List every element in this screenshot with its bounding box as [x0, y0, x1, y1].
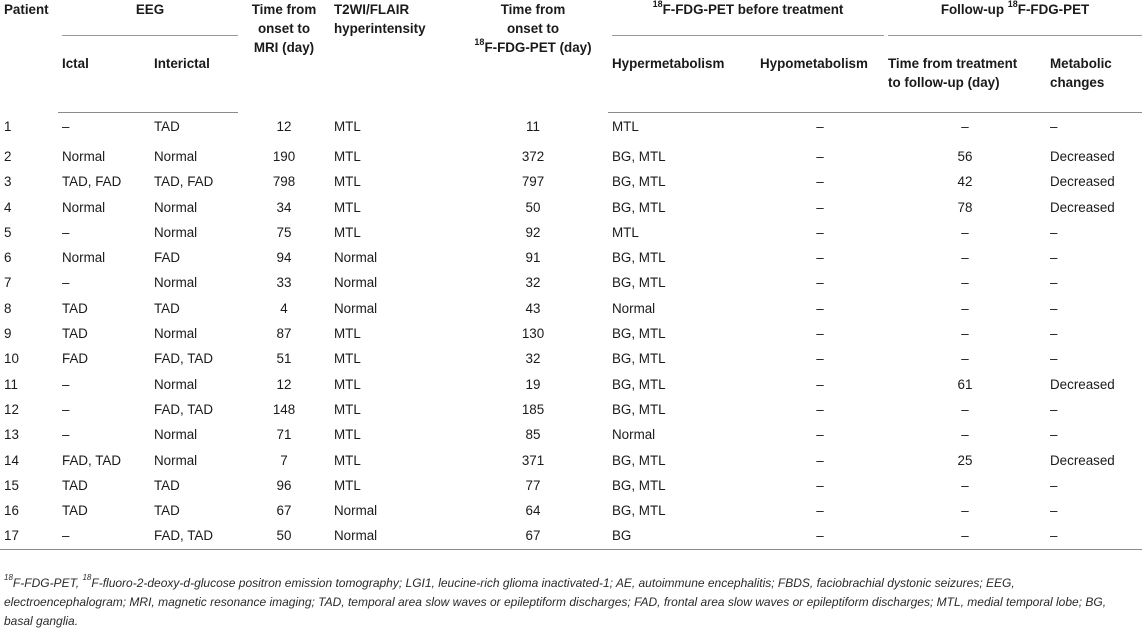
- table-cell: FAD: [62, 351, 89, 367]
- table-cell: –: [816, 427, 824, 443]
- table-cell: –: [58, 523, 150, 549]
- table-cell: Normal: [334, 275, 378, 291]
- header-followup: Follow-up $^{18}$F-FDG-PET: [940, 0, 1090, 17]
- table-row: [0, 397, 1142, 422]
- table-cell: 3: [4, 174, 12, 190]
- table-cell: 87: [276, 326, 292, 342]
- table-cell: –: [1050, 250, 1058, 266]
- table-cell: –: [62, 224, 70, 240]
- table-cell: BG, MTL: [612, 452, 666, 468]
- table-cell: 4: [4, 199, 12, 215]
- table-cell: Decreased: [1050, 149, 1115, 164]
- table-cell: TAD: [154, 477, 180, 493]
- table-cell: –: [816, 401, 824, 417]
- table-cell: –: [1050, 275, 1058, 291]
- table-cell: FAD, TAD: [154, 401, 214, 417]
- table-cell: –: [961, 477, 969, 493]
- table-cell: FAD: [154, 250, 181, 266]
- header-followup-group: [884, 0, 1142, 54]
- table-cell: BG: [608, 523, 756, 549]
- table-row: [0, 372, 1142, 397]
- table-cell: TAD: [154, 503, 180, 519]
- table-cell: 25: [957, 452, 973, 468]
- table-cell: MTL: [334, 351, 361, 367]
- table-cell: 11: [526, 118, 540, 134]
- header-hypermetabolism: Hypermetabolism: [608, 54, 756, 113]
- table-cell: BG, MTL: [612, 199, 666, 215]
- table-cell: 7: [4, 275, 12, 291]
- table-cell: –: [1050, 477, 1058, 493]
- table-cell: 78: [957, 199, 973, 215]
- table-cell: –: [961, 351, 969, 367]
- table-cell: MTL: [334, 118, 361, 134]
- table-cell: 56: [957, 149, 973, 164]
- table-cell: Normal: [154, 275, 198, 291]
- table-cell: MTL: [334, 376, 361, 392]
- table-cell: 1: [4, 118, 12, 134]
- table-cell: Normal: [154, 452, 198, 468]
- header-ictal: Ictal: [58, 54, 150, 113]
- table-cell: –: [816, 300, 824, 316]
- table-cell: 130: [521, 326, 545, 342]
- table-cell: MTL: [334, 149, 361, 164]
- table-cell: BG, MTL: [612, 326, 666, 342]
- table-row: [0, 144, 1142, 169]
- table-cell: 64: [525, 503, 541, 519]
- table-footnote: $^{18}$F-FDG-PET, $^{18}$F-fluoro-2-deoxy-d-glucose positron emission tomography; LGI1, leucine-rich glioma inactivated-1; AE, autoimmune encephalitis; FBDS, faciobrachial dystonic seizures; EEG, electroencephalogram; MRI, magnetic resonance imaging; TAD, temporal area slow waves or epileptiform discharges; FAD, frontal area slow waves or epileptiform discharges; MTL, medial temporal lobe; BG, basal ganglia.: [4, 573, 1107, 628]
- table-cell: Normal: [334, 250, 378, 266]
- table-cell: 12: [4, 401, 19, 417]
- table-cell: MTL: [334, 401, 361, 417]
- table-cell: 12: [276, 118, 292, 134]
- table-cell: –: [961, 250, 969, 266]
- table-cell: 13: [4, 427, 19, 443]
- table-row: [0, 498, 1142, 523]
- table-cell: Normal: [334, 300, 378, 316]
- table-cell: 51: [276, 351, 292, 367]
- table-cell: BG, MTL: [612, 149, 666, 164]
- table-row: [0, 270, 1142, 295]
- table-cell: 61: [957, 376, 973, 392]
- table-cell: Normal: [334, 503, 378, 519]
- table-cell: 7: [280, 452, 288, 468]
- table-cell: –: [884, 523, 1046, 549]
- table-cell: 67: [276, 503, 292, 519]
- table-row: [0, 448, 1142, 473]
- table-cell: –: [816, 503, 824, 519]
- table-cell: Decreased: [1050, 376, 1115, 392]
- table-cell: –: [816, 119, 824, 134]
- table-cell: –: [816, 199, 824, 215]
- table-cell: Normal: [612, 300, 656, 316]
- table-body: [0, 113, 1142, 550]
- table-cell: –: [961, 224, 969, 240]
- table-cell: MTL: [334, 199, 361, 215]
- table-cell: BG, MTL: [612, 503, 666, 519]
- table-cell: Normal: [330, 523, 458, 549]
- header-interictal: Interictal: [150, 54, 238, 113]
- table-cell: –: [961, 503, 969, 519]
- table-cell: –: [816, 224, 824, 240]
- table-cell: 17: [0, 523, 58, 549]
- table-cell: 5: [4, 224, 12, 240]
- table-cell: –: [961, 427, 969, 443]
- table-cell: MTL: [612, 119, 639, 134]
- table-cell: –: [62, 401, 70, 417]
- header-pet-before: $^{18}$F-FDG-PET before treatment: [652, 0, 844, 17]
- table-cell: Decreased: [1050, 452, 1115, 468]
- table-cell: –: [961, 300, 969, 316]
- table-cell: 43: [525, 300, 541, 316]
- table-cell: 4: [280, 300, 288, 316]
- table-header: [0, 0, 1142, 113]
- table-cell: –: [816, 452, 824, 468]
- table-cell: –: [816, 351, 824, 367]
- table-cell: BG, MTL: [612, 351, 666, 367]
- table-cell: –: [62, 275, 70, 291]
- table-cell: 148: [272, 401, 296, 417]
- table-cell: –: [62, 119, 70, 134]
- table-row: [0, 296, 1142, 321]
- table-row: [0, 113, 1142, 145]
- table-cell: TAD: [154, 300, 180, 316]
- table-cell: 71: [276, 427, 292, 443]
- table-cell: MTL: [334, 326, 361, 342]
- header-time-pet: Time from onset to $^{18}$F-FDG-PET (day): [474, 2, 592, 55]
- table-cell: BG, MTL: [612, 250, 666, 266]
- table-cell: 798: [272, 174, 296, 190]
- table-cell: MTL: [334, 477, 361, 493]
- table-cell: TAD: [62, 503, 88, 519]
- table-cell: MTL: [334, 427, 361, 443]
- table-cell: 14: [4, 452, 19, 468]
- table-cell: MTL: [334, 452, 361, 468]
- table-cell: 91: [525, 250, 541, 266]
- table-row: [0, 220, 1142, 245]
- table-cell: –: [1050, 224, 1058, 240]
- table-cell: MTL: [334, 174, 361, 190]
- table-cell: 34: [276, 199, 292, 215]
- table-cell: 67: [458, 523, 608, 549]
- table-cell: 9: [4, 326, 12, 342]
- table-cell: –: [816, 275, 824, 291]
- table-row: [0, 473, 1142, 498]
- table-cell: Normal: [62, 149, 106, 164]
- table-cell: –: [1046, 523, 1142, 549]
- table-cell: –: [1050, 326, 1058, 342]
- table-cell: 11: [4, 376, 18, 392]
- table-cell: Normal: [154, 427, 198, 443]
- table-cell: Decreased: [1050, 174, 1115, 190]
- table-cell: Decreased: [1050, 199, 1115, 215]
- table-cell: 32: [525, 275, 541, 291]
- table-cell: TAD, FAD: [62, 174, 122, 190]
- table-cell: Normal: [154, 149, 198, 164]
- table-cell: 16: [4, 503, 19, 519]
- table-cell: BG, MTL: [612, 401, 666, 417]
- table-cell: 12: [276, 376, 292, 392]
- table-cell: –: [62, 427, 70, 443]
- table-cell: 2: [4, 149, 12, 164]
- header-time-mri: Time from onset to MRI (day): [251, 2, 317, 55]
- table-cell: 371: [521, 452, 545, 468]
- table-cell: 15: [4, 477, 19, 493]
- table-row: [0, 523, 1142, 549]
- table-cell: 8: [4, 300, 12, 316]
- table-cell: 372: [521, 149, 545, 164]
- table-cell: –: [1050, 503, 1058, 519]
- table-cell: FAD, TAD: [150, 523, 238, 549]
- table-row: [0, 346, 1142, 371]
- table-cell: TAD: [154, 119, 180, 134]
- table-cell: –: [816, 326, 824, 342]
- table-cell: 50: [525, 199, 541, 215]
- table-cell: 190: [272, 149, 296, 164]
- table-cell: 185: [521, 401, 545, 417]
- table-cell: Normal: [62, 250, 106, 266]
- header-t2wi: T2WI/FLAIR hyperintensity: [334, 2, 426, 36]
- table-cell: 797: [521, 174, 545, 190]
- table-cell: TAD: [62, 300, 88, 316]
- table-cell: –: [816, 477, 824, 493]
- table-cell: –: [1050, 119, 1058, 134]
- header-patient: Patient: [4, 2, 49, 17]
- header-metabolic-changes: Metabolic changes: [1046, 54, 1142, 113]
- table-cell: 6: [4, 250, 12, 266]
- header-pet-before-group: [608, 0, 884, 54]
- table-cell: –: [1050, 427, 1058, 443]
- table-cell: Normal: [154, 326, 198, 342]
- table-row: [0, 195, 1142, 220]
- table-cell: MTL: [612, 224, 639, 240]
- table-cell: Normal: [154, 199, 198, 215]
- table-cell: 96: [276, 477, 292, 493]
- table-cell: 75: [276, 224, 292, 240]
- table-cell: Normal: [154, 376, 198, 392]
- table-cell: –: [756, 523, 884, 549]
- table-cell: –: [1050, 351, 1058, 367]
- table-cell: –: [816, 174, 824, 190]
- table-cell: 32: [525, 351, 541, 367]
- table-cell: TAD: [62, 326, 88, 342]
- table-cell: 77: [525, 477, 541, 493]
- table-cell: BG, MTL: [612, 275, 666, 291]
- table-cell: BG, MTL: [612, 376, 666, 392]
- table-cell: 33: [276, 275, 292, 291]
- table-cell: –: [816, 149, 824, 164]
- table-cell: 42: [957, 174, 973, 190]
- table-row: [0, 169, 1142, 194]
- table-cell: –: [62, 376, 70, 392]
- table-cell: Normal: [154, 224, 198, 240]
- table-cell: MTL: [334, 224, 361, 240]
- table-row: [0, 422, 1142, 447]
- table-cell: FAD, TAD: [154, 351, 214, 367]
- table-cell: 50: [238, 523, 330, 549]
- table-cell: Normal: [612, 427, 656, 443]
- table-cell: Normal: [62, 199, 106, 215]
- table-cell: –: [961, 326, 969, 342]
- table-cell: –: [961, 275, 969, 291]
- table-cell: –: [961, 119, 969, 134]
- header-eeg-group: [58, 0, 238, 54]
- table-cell: 19: [525, 376, 541, 392]
- header-time-treatment: Time from treatment to follow-up (day): [884, 54, 1046, 113]
- table-cell: BG, MTL: [612, 477, 666, 493]
- table-cell: –: [961, 401, 969, 417]
- table-cell: –: [816, 250, 824, 266]
- table-cell: 92: [525, 224, 541, 240]
- table-row: [0, 321, 1142, 346]
- table-cell: FAD, TAD: [62, 452, 122, 468]
- table-cell: 85: [525, 427, 541, 443]
- table-cell: 10: [4, 351, 19, 367]
- header-hypometabolism: Hypometabolism: [756, 54, 884, 113]
- table-row: [0, 245, 1142, 270]
- table-cell: BG, MTL: [612, 174, 666, 190]
- table-cell: 94: [276, 250, 292, 266]
- table-cell: TAD, FAD: [154, 174, 214, 190]
- table-cell: –: [1050, 401, 1058, 417]
- table-cell: –: [1050, 300, 1058, 316]
- header-eeg: EEG: [135, 2, 165, 17]
- table-cell: –: [816, 376, 824, 392]
- table-cell: TAD: [62, 477, 88, 493]
